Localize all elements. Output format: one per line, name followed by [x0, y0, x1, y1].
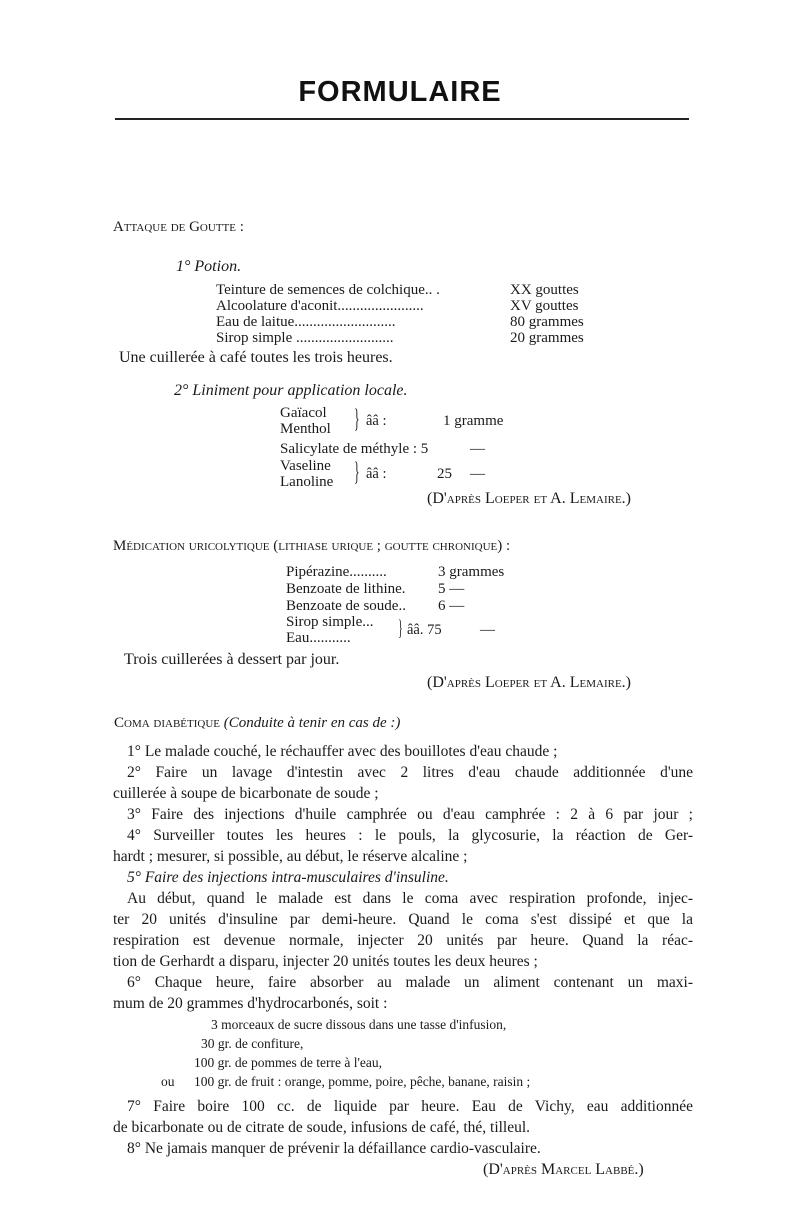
coma-item-6a: 6° Chaque heure, faire absorber au malade un aliment contenant un maxi- [127, 974, 693, 991]
coma-item-2b: cuillerée à soupe de bicarbonate de soude ; [113, 785, 379, 802]
liniment-dose: 1 gramme [443, 413, 504, 429]
goutte-heading: Attaque de Goutte : [113, 219, 244, 235]
uric-row-name: Pipérazine.......... [286, 564, 387, 580]
uric-aa: ââ. 75 [407, 622, 442, 638]
potion-row-dose: 20 grammes [510, 330, 584, 346]
page-title: FORMULAIRE [298, 76, 502, 108]
coma-item-4a: 4° Surveiller toutes les heures : le pouls, la glycosurie, la réaction de Ger- [127, 827, 693, 844]
brace-icon: } [354, 457, 360, 486]
potion-row-dose: XX gouttes [510, 282, 579, 298]
food-item: 100 gr. de pommes de terre à l'eau, [194, 1055, 382, 1070]
liniment-label: 2° Liniment pour application locale. [174, 382, 408, 399]
liniment-source [427, 490, 631, 508]
food-item-prefix: ou [161, 1074, 175, 1089]
coma-paragraph-line: ter 20 unités d'insuline par demi-heure. Quand le coma s'est dissipé et que la [113, 911, 693, 928]
source-text: (D'après Marcel Labbé.) [483, 1161, 644, 1178]
potion-row-dose: 80 grammes [510, 314, 584, 330]
coma-item-3: 3° Faire des injections d'huile camphrée ou d'eau camphrée : 2 à 6 par jour ; [127, 806, 693, 823]
liniment-aa: ââ : [366, 466, 387, 482]
liniment-dash: — [470, 466, 485, 482]
uric-eau: Eau........... [286, 630, 351, 646]
coma-heading [114, 715, 400, 732]
coma-heading-prefix: Coma diabétique [114, 715, 221, 731]
uric-row-dose: 6 — [438, 598, 465, 614]
coma-item-8: 8° Ne jamais manquer de prévenir la défaillance cardio-vasculaire. [127, 1140, 541, 1157]
uricolytique-heading: Médication uricolytique (lithiase urique ; goutte chronique) : [113, 538, 511, 554]
coma-item-2a: 2° Faire un lavage d'intestin avec 2 litres d'eau chaude additionnée d'une [127, 764, 693, 781]
liniment-vaseline: Vaseline [280, 458, 331, 474]
coma-heading-italic: (Conduite à tenir en cas de :) [223, 715, 401, 731]
potion-row-name: Alcoolature d'aconit....................... [216, 298, 424, 314]
food-item: 30 gr. de confiture, [201, 1036, 304, 1051]
liniment-gaiacol: Gaïacol [280, 405, 327, 421]
uric-source [427, 674, 631, 692]
potion-posology: Une cuillerée à café toutes les trois heures. [119, 349, 393, 366]
coma-source [483, 1161, 644, 1179]
food-item: 3 morceaux de sucre dissous dans une tasse d'infusion, [211, 1017, 507, 1032]
liniment-dose: 25 [437, 466, 452, 482]
potion-row-name: Sirop simple .......................... [216, 330, 394, 346]
coma-item-1: 1° Le malade couché, le réchauffer avec des bouillotes d'eau chaude ; [127, 743, 558, 760]
uric-sirop: Sirop simple... [286, 614, 374, 630]
potion-label: 1° Potion. [176, 258, 242, 275]
liniment-menthol: Menthol [280, 421, 331, 437]
coma-item-6b: mum de 20 grammes d'hydrocarbonés, soit : [113, 995, 388, 1012]
uric-row-name: Benzoate de soude.. [286, 598, 406, 614]
potion-row-dose: XV gouttes [510, 298, 579, 314]
coma-paragraph-line: Au début, quand le malade est dans le coma avec respiration profonde, injec- [127, 890, 693, 907]
uric-row-dose: 3 grammes [438, 564, 505, 580]
potion-row-name: Eau de laitue........................... [216, 314, 396, 330]
coma-paragraph-line: tion de Gerhardt a disparu, injecter 20 unités toutes les deux heures ; [113, 953, 538, 970]
source-text: (D'après Loeper et A. Lemaire.) [427, 674, 631, 691]
uric-posology: Trois cuillerées à dessert par jour. [124, 651, 340, 668]
liniment-dash: — [470, 441, 485, 457]
source-text: (D'après Loeper et A. Lemaire.) [427, 490, 631, 507]
title-rule [115, 118, 689, 120]
coma-item-5: 5° Faire des injections intra-musculaires d'insuline. [127, 869, 449, 886]
uric-row-dose: 5 — [438, 581, 465, 597]
uric-row-name: Benzoate de lithine. [286, 581, 406, 597]
liniment-lanoline: Lanoline [280, 474, 334, 490]
potion-row-name: Teinture de semences de colchique.. . [216, 282, 440, 298]
coma-item-7b: de bicarbonate ou de citrate de soude, infusions de café, thé, tilleul. [113, 1119, 531, 1136]
coma-item-4b: hardt ; mesurer, si possible, au début, le réserve alcaline ; [113, 848, 468, 865]
coma-paragraph-line: respiration est devenue normale, injecter 20 unités par heure. Quand la réac- [113, 932, 693, 949]
liniment-salicylate: Salicylate de méthyle : 5 [280, 441, 429, 457]
coma-item-7a: 7° Faire boire 100 cc. de liquide par heure. Eau de Vichy, eau additionnée [127, 1098, 693, 1115]
food-item: 100 gr. de fruit : orange, pomme, poire, pêche, banane, raisin ; [194, 1074, 531, 1089]
liniment-aa: ââ : [366, 413, 387, 429]
uric-dash: — [480, 622, 495, 638]
brace-icon: } [354, 404, 360, 433]
brace-icon: } [398, 615, 403, 640]
